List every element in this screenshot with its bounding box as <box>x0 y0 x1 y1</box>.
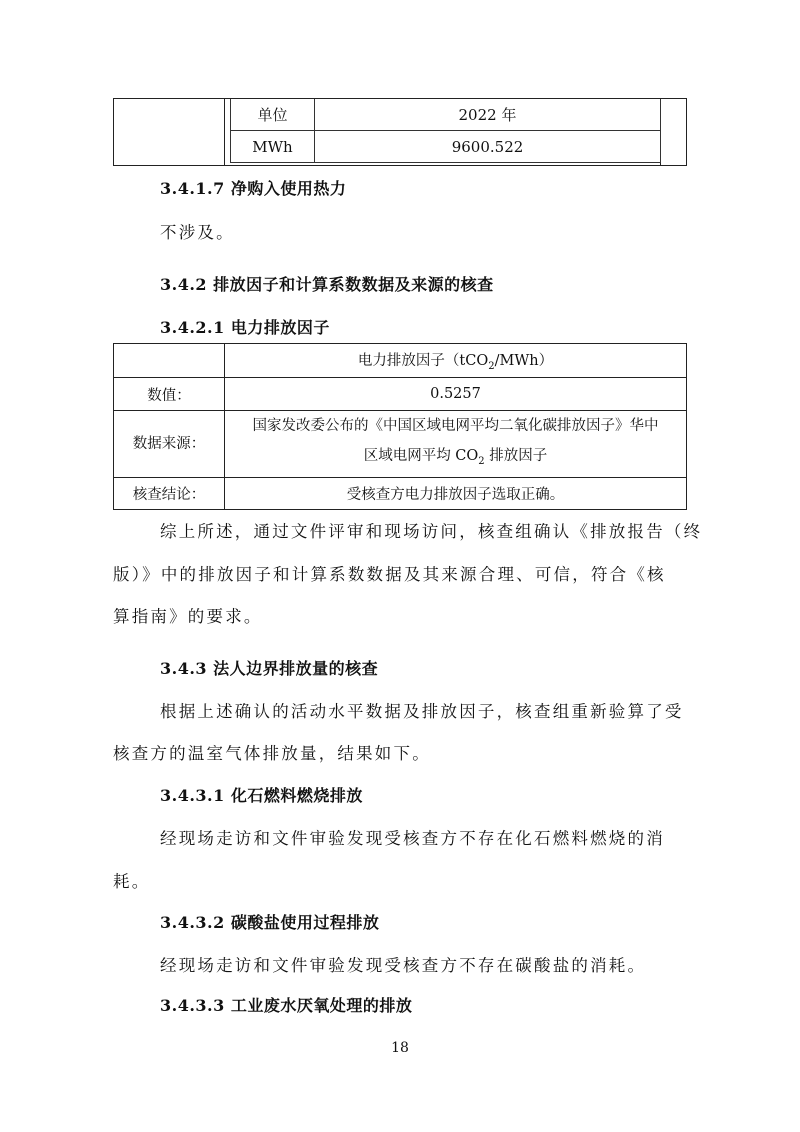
table-divider <box>224 99 225 165</box>
heading-3-4-1-7: 3.4.1.7 净购入使用热力 <box>160 179 347 198</box>
ef-value: 0.5257 <box>225 378 687 411</box>
table-row <box>114 477 687 509</box>
source-line: 国家发改委公布的《中国区域电网平均二氧化碳排放因子》华中 <box>252 418 659 434</box>
paragraph: 根据上述确认的活动水平数据及排放因子，核查组重新验算了受 <box>160 702 684 721</box>
conclusion-label: 核查结论： <box>114 477 225 509</box>
unit-cell: MWh <box>231 131 315 163</box>
year-header: 2022 年 <box>315 99 661 131</box>
heading-3-4-3: 3.4.3 法人边界排放量的核查 <box>160 659 379 678</box>
page-number: 18 <box>391 1040 409 1056</box>
heading-3-4-3-3: 3.4.3.3 工业废水厌氧处理的排放 <box>160 996 413 1015</box>
source-label: 数据来源： <box>114 411 225 478</box>
table-row <box>231 131 661 163</box>
paragraph: 耗。 <box>113 872 151 891</box>
ef-title-cell: 电力排放因子（tCO$_2$/MWh） <box>225 344 687 378</box>
paragraph: 不涉及。 <box>160 223 235 242</box>
empty-cell <box>114 344 225 378</box>
table-row <box>231 99 661 131</box>
table-row <box>114 411 687 478</box>
paragraph: 版）》中的排放因子和计算系数数据及其来源合理、可信，符合《核 <box>113 565 666 584</box>
source-line: 区域电网平均 $CO_2$ 排放因子 <box>363 448 548 467</box>
paragraph: 核查方的温室气体排放量，结果如下。 <box>113 744 431 763</box>
heading-3-4-2-1: 3.4.2.1 电力排放因子 <box>160 318 330 337</box>
unit-header: 单位 <box>231 99 315 131</box>
electricity-consumption-table <box>230 99 661 163</box>
heading-3-4-2: 3.4.2 排放因子和计算系数数据及来源的核查 <box>160 275 494 294</box>
ef-source <box>225 411 687 478</box>
paragraph: 综上所述，通过文件评审和现场访问，核查组确认《排放报告（终 <box>160 522 703 541</box>
heading-3-4-3-1: 3.4.3.1 化石燃料燃烧排放 <box>160 786 363 805</box>
value-label: 数值： <box>114 378 225 411</box>
activity-data-table <box>113 98 687 166</box>
ef-conclusion: 受核查方电力排放因子选取正确。 <box>225 477 687 509</box>
emission-factor-table <box>113 343 687 510</box>
value-cell: 9600.522 <box>315 131 661 163</box>
paragraph: 经现场走访和文件审验发现受核查方不存在化石燃料燃烧的消 <box>160 829 665 848</box>
heading-3-4-3-2: 3.4.3.2 碳酸盐使用过程排放 <box>160 913 380 932</box>
table-row <box>114 378 687 411</box>
table-row <box>114 344 687 378</box>
paragraph: 算指南》的要求。 <box>113 607 263 626</box>
paragraph: 经现场走访和文件审验发现受核查方不存在碳酸盐的消耗。 <box>160 956 647 975</box>
